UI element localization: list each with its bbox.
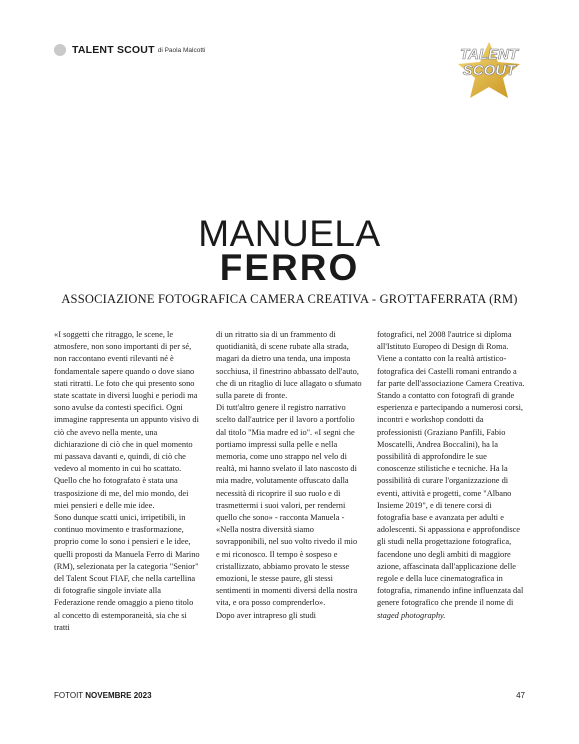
text-column-2 [216, 329, 362, 622]
text-column-3 [377, 329, 525, 622]
footer-magazine [54, 691, 152, 700]
italic-term: staged photography. [377, 610, 446, 620]
circle-bullet-icon [54, 44, 66, 56]
paragraph: «I soggetti che ritraggo, le scene, le atmosfere, non sono importanti di per sé, non raccontano eventi rilevanti né è fondamentale sapere quando o dove siano stati ritratti. Le foto che qui presento sono state scattate in diversi luoghi e periodi ma sono avulse da contesti specifici. Ogni immagine rappresenta un appunto visivo di ciò che avevo nella mente, una dichiarazione di ciò che in quel momento mi passava davanti e, quindi, di ciò che vedevo al momento in cui ho scattato. Quello che ho fotografato è stata una trasposizione di me, del mio mondo, dei miei pensieri e delle mie idee. [54, 330, 199, 510]
article-subtitle: ASSOCIAZIONE FOTOGRAFICA CAMERA CREATIVA - GROTTAFERRATA (RM) [61, 292, 518, 306]
issue-date: NOVEMBRE 2023 [85, 691, 152, 700]
paragraph [377, 329, 525, 622]
logo-text-line1: TALENT [459, 46, 519, 63]
author-last-name: FERRO [219, 247, 360, 288]
text-column-1 [54, 329, 200, 634]
section-header [54, 44, 205, 56]
paragraph: Sono dunque scatti unici, irripetibili, in continuo movimento e trasformazione, proprio come lo sono i pensieri e le idee, quelli proposti da Manuela Ferro di Marino (RM), selezionata per la categoria "Senior" del Talent Scout FIAF, che nella cartellina di fotografie singole inviate alla Federazione rende omaggio a pieno titolo al concetto di estemporaneità, sia che si tratti [54, 513, 200, 632]
section-title: TALENT SCOUT [72, 44, 155, 56]
paragraph-text: fotografici, nel 2008 l'autrice si diploma all'Istituto Europeo di Design di Roma. Viene a contatto con la realtà artistico-fotografica dei Castelli romani entrando a far parte dell'associazione Camera Creativa. Stando a contatto con fotografi di grande esperienza e partecipando a numerosi corsi, incontri e workshop condotti da professionisti (Graziano Panfili, Fabio Moscatelli, Andrea Boccalini), ha la possibilità di approfondire le sue conoscenze stilistiche e tecniche. Ha la possibilità di curare l'organizzazione di eventi, attività e progetti, come "Albano Insieme 2019", e di tenere corsi di fotografia base e avanzata per adulti e adolescenti. Si appassiona e approfondisce gli studi nella progettazione fotografica, facendone uno degli ambiti di maggiore azione, affascinata dall'applicazione delle regole e della luce cinematografica in fotografia, rimanendo infine influenzata dal genere fotografico che prende il nome di [377, 330, 525, 608]
author-first-name: MANUELA [198, 213, 381, 254]
talent-scout-logo [449, 40, 529, 100]
magazine-name: FOTOIT [54, 691, 84, 700]
paragraph: Di tutt'altro genere il registro narrativo scelto dall'autrice per il lavoro a portfolio dal titolo "Mia madre ed io". «I segni che portiamo impressi sulla pelle e nella memoria, come uno strappo nel velo di realtà, mi hanno svelato il lato nascosto di mia madre, volutamente offuscato dalla necessità di ricoprire il suo ruolo e di trasmettermi i suoi valori, per renderni quello che sono» - racconta Manuela - «Nella nostra diversità siamo sovrapponibili, nel suo volto rivedo il mio e mi riconosco. Il tempo è sospeso e cristallizzato, abbiamo provato le stesse emozioni, le stesse paure, gli stessi sentimenti in momenti diversi della nostra vita, e ora posso comprenderlo». [216, 403, 358, 608]
logo-text-line2: SCOUT [462, 62, 516, 79]
paragraph: di un ritratto sia di un frammento di quotidianità, di scene rubate alla strada, magari da dietro una tenda, una imposta socchiusa, il finestrino abbassato dell'auto, che di un ritaglio di luce allagato o sfumato sulla parete di fronte. [216, 330, 362, 401]
paragraph: Dopo aver intrapreso gli studi [216, 610, 317, 620]
section-author: di Paola Malcotti [157, 46, 206, 54]
page-number: 47 [516, 691, 525, 700]
